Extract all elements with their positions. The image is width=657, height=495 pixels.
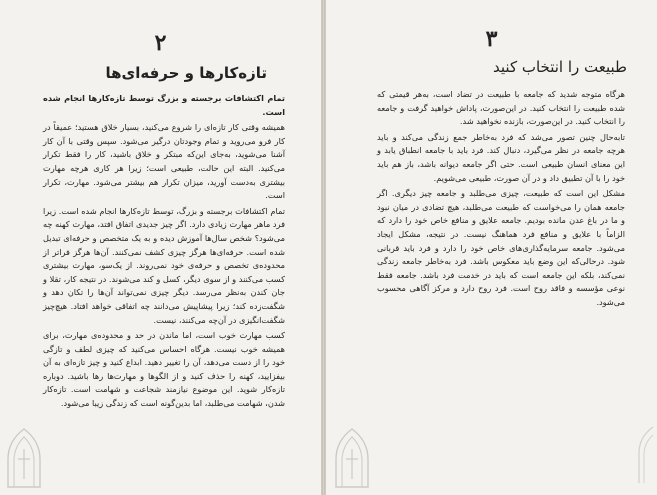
watermark-ornament-icon bbox=[332, 419, 372, 489]
watermark-ornament-icon bbox=[4, 419, 44, 489]
chapter-title: تازه‌کارها و حرفه‌ای‌ها bbox=[105, 64, 267, 82]
paragraph: تابه‌حال چنین تصور می‌شد که فرد به‌خاطر جمع زندگی می‌کند و باید هرچه جامعه در نظر می‌گیرد، دنبال کند. فرد باید با جامعه انطباق یابد و این معنای انسان طبیعی است. حتی اگر جامعه دیوانه باشد، باز هم باید خود را با آن تطبیق داد و در آن صورت، طبیعی می‌شویم. bbox=[377, 131, 625, 183]
paragraph: مشکل این است که طبیعت، چیزی می‌طلبد و جامعه چیز دیگری. اگر جامعه همان را می‌خواست که طبیعت می‌طلبد، هیچ تضادی در میان نبود و ما در باغ عدن مانده بودیم. جامعه علایق و منافع خاص خود را دارد که الزاماً با علایق و منافع فرد هماهنگ نیست. در نتیجه، مشکل ایجاد می‌شود. جامعه سرمایه‌گذاری‌های خاص خود را دارد و فرد باید قربانی شود. درحالی‌که این وضع باید معکوس باشد. فرد به‌خاطر جامعه زندگی نمی‌کند، بلکه این جامعه است که باید در خدمت فرد باشد. جامعه فقط نوعی مؤسسه و فاقد روح است. فرد روح دارد و مرکز آگاهی محسوب می‌شود. bbox=[377, 188, 625, 307]
chapter-number: ۲ bbox=[154, 30, 167, 56]
paragraph: کسب مهارت خوب است، اما ماندن در حد و محدوده‌ی مهارت، برای همیشه خوب نیست. هرگاه احساس می‌کنید که چیزی لطف و تازگی خود را از دست می‌دهد، آن را تغییر دهید. ابداع کنید و چیز تازه‌ای به آن بیفزایید، کهنه را حذف کنید و از الگوها و مهارت‌ها رها باشید. دوباره تازه‌کار شوید. این موضوع نیازمند شجاعت و شهامت است. تازه‌کار شدن، شهامت می‌طلبد، اما بدین‌گونه است که زندگی زیبا می‌شود. bbox=[43, 330, 285, 409]
paragraph: تمام اکتشافات برجسته و بزرگ توسط تازه‌کارها انجام شده است. bbox=[43, 93, 285, 117]
paragraph: هرگاه متوجه شدید که جامعه با طبیعت در تضاد است، به‌هر قیمتی که شده طبیعت را انتخاب کنید. در این‌صورت، پاداش خواهید گرفت و جامعه را انتخاب کنید. در این‌صورت، بازنده نخواهید شد. bbox=[377, 89, 625, 127]
chapter-body bbox=[377, 88, 625, 312]
chapter-body bbox=[43, 92, 285, 413]
watermark-ornament-icon bbox=[637, 423, 655, 485]
paragraph: همیشه وقتی کار تازه‌ای را شروع می‌کنید، بسیار خلاق هستید؛ عمیقاً در کار فرو می‌روید و تمام وجودتان درگیر می‌شود. سپس وقتی با آن کار آشنا می‌شوید، به‌جای این‌که مبتکر و خلاق باشید، کار را فقط تکرار می‌کنید. البته این حالت، طبیعی است؛ زیرا هر کاری هرچه مهارت بیشتری به‌دست آورید، میزان تکرار هم بیشتر می‌شود. مهارت، تکرار است. bbox=[43, 122, 285, 201]
chapter-title: طبیعت را انتخاب کنید bbox=[493, 58, 627, 76]
paragraph: تمام اکتشافات برجسته و بزرگ، توسط تازه‌کارها انجام شده است. زیرا فرد ماهر مهارت زیادی دارد. اگر چیز جدیدی اتفاق افتد، مهارت کهنه چه می‌شود؟ شخص سال‌ها آموزش دیده و به یک متخصص و حرفه‌ای تبدیل شده است. حرفه‌ای‌ها هرگز چیزی کشف نمی‌کنند. آن‌ها هرگز فراتر از محدوده‌ی تخصص و حرفه‌ی خود نمی‌روند. از یک‌سو، مهارت بیشتری کسب می‌کنند و از سوی دیگر، کسل و کند می‌شوند. در نتیجه کار، تقلا و جان کندن به‌نظر می‌رسد. دیگر چیزی نمی‌تواند آن‌ها را تکان دهد و شگفت‌زده کند؛ زیرا پیشاپیش می‌دانند چه اتفاقی خواهد افتاد. هیچ‌چیز شگفت‌انگیزی در آن‌چه می‌کنند، نیست. bbox=[43, 205, 285, 325]
chapter-number: ۳ bbox=[485, 26, 498, 52]
right-page bbox=[325, 0, 657, 495]
left-page bbox=[0, 0, 322, 495]
